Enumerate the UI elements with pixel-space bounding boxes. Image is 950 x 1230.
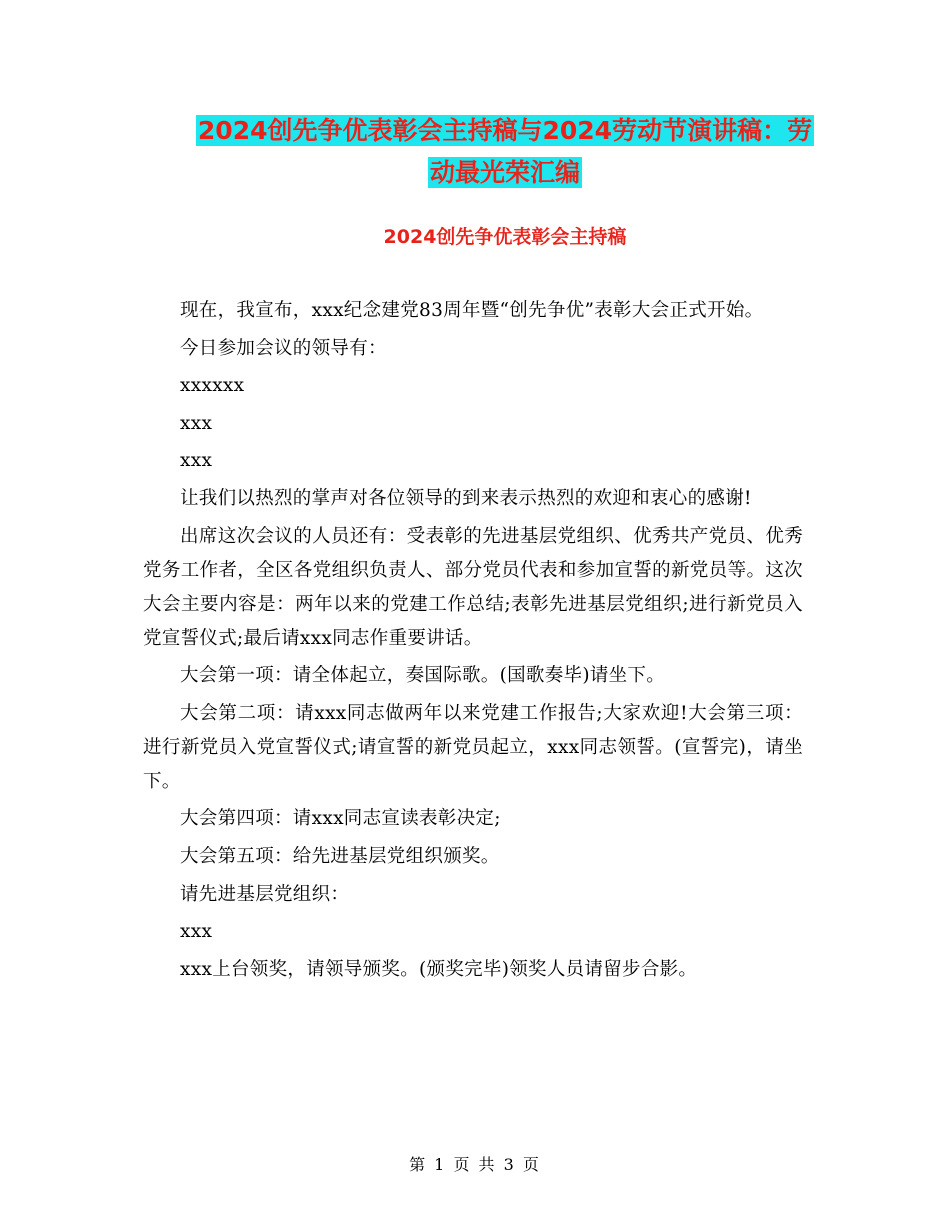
paragraph: xxx — [180, 412, 213, 434]
paragraph: 大会第二项：请xxx同志做两年以来党建工作报告;大家欢迎!大会第三项：进行新党员入党宣誓仪式;请宣誓的新党员起立，xxx同志领誓。(宣誓完)，请坐下。 — [143, 702, 803, 792]
paragraph: 大会第四项：请xxx同志宣读表彰决定; — [180, 808, 501, 830]
document-title — [140, 110, 870, 194]
paragraph: xxx — [180, 450, 213, 472]
paragraph: xxxxxx — [180, 375, 245, 397]
document-body — [143, 294, 803, 990]
paragraph: 出席这次会议的人员还有：受表彰的先进基层党组织、优秀共产党员、优秀党务工作者，全区各党组织负责人、部分党员代表和参加宣誓的新党员等。这次大会主要内容是：两年以来的党建工作总结;表彰先进基层党组织;进行新党员入党宣誓仪式;最后请xxx同志作重要讲话。 — [143, 525, 803, 649]
paragraph: xxx上台领奖，请领导颁奖。(颁奖完毕)领奖人员请留步合影。 — [180, 958, 698, 980]
page-number-footer: 第 1 页 共 3 页 — [409, 1155, 541, 1174]
section-title: 2024创先争优表彰会主持稿 — [383, 226, 627, 248]
paragraph: xxx — [180, 921, 213, 943]
paragraph: 大会第一项：请全体起立，奏国际歌。(国歌奏毕)请坐下。 — [180, 665, 666, 687]
paragraph: 让我们以热烈的掌声对各位领导的到来表示热烈的欢迎和衷心的感谢! — [180, 487, 752, 509]
document-title-line-1: 2024创先争优表彰会主持稿与2024劳动节演讲稿：劳 — [197, 116, 813, 145]
paragraph: 今日参加会议的领导有： — [180, 337, 387, 359]
document-title-line-2: 动最光荣汇编 — [429, 158, 580, 187]
paragraph: 现在，我宣布，xxx纪念建党83周年暨“创先争优”表彰大会正式开始。 — [180, 300, 764, 321]
paragraph: 请先进基层党组织： — [180, 883, 350, 905]
paragraph: 大会第五项：给先进基层党组织颁奖。 — [180, 845, 500, 867]
